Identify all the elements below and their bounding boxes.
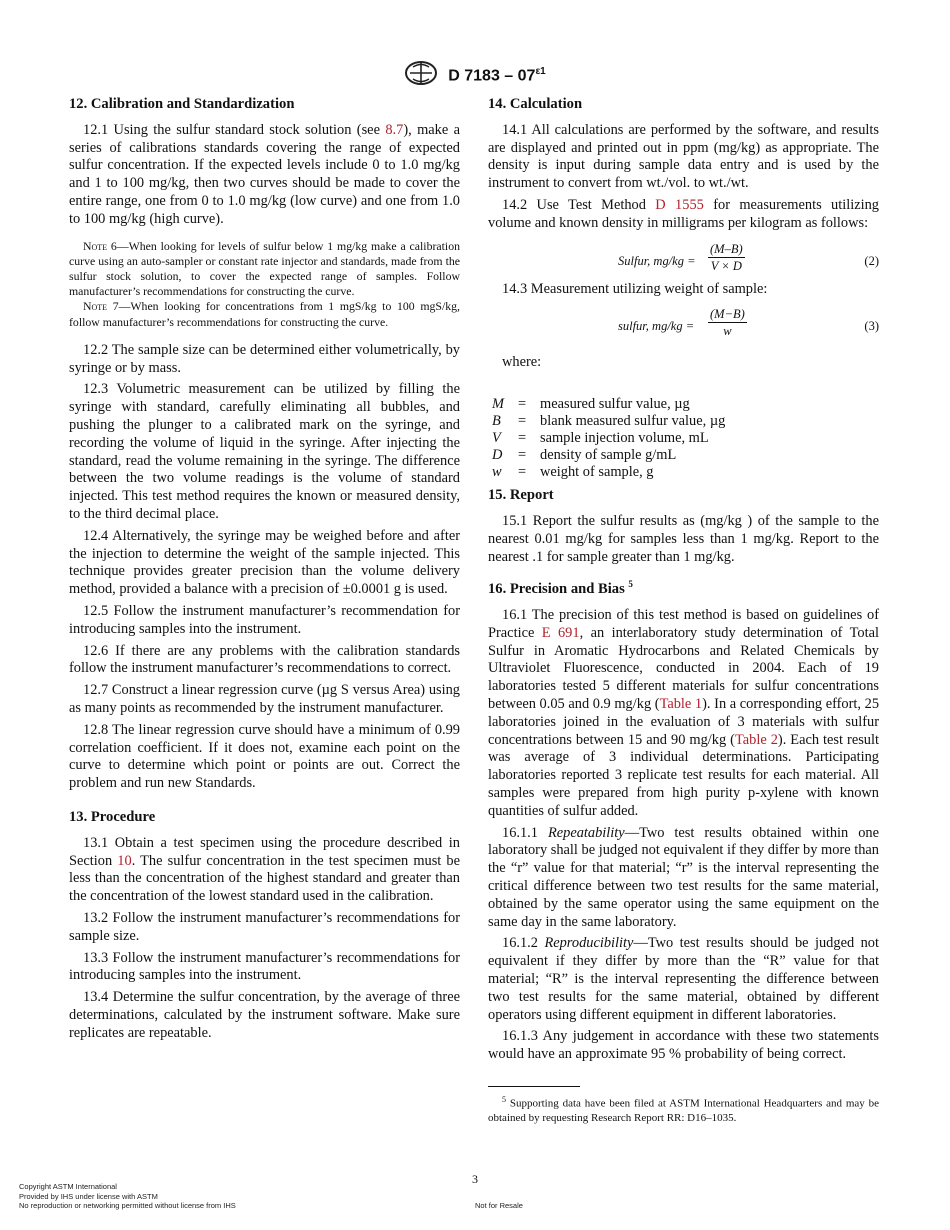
section-15-heading: 15. Report	[488, 487, 554, 504]
paragraph-14-1: 14.1 All calculations are performed by the software, and results are displayed and printed out in ppm (mg/kg) as appropriate. The density is input during sample data entry and is used by the instrument to convert from wt./vol. to wt./wt.	[488, 121, 879, 192]
paragraph-12-8: 12.8 The linear regression curve should have a minimum of 0.99 correlation coefficient. If it does not, examine each point on the curve to determine which point or points are out. Correct the problem and run new Standards.	[69, 721, 460, 792]
link-table-2[interactable]: Table 2	[734, 731, 778, 748]
link-8-7[interactable]: 8.7	[385, 121, 404, 138]
page-header	[0, 60, 950, 91]
section-13-heading: 13. Procedure	[69, 808, 156, 825]
paragraph-16-1-3: 16.1.3 Any judgement in accordance with these two statements would have an approximate 95 % probability of being correct.	[488, 1028, 879, 1063]
paragraph-16-1-2: 16.1.2 Reproducibility—Two test results should be judged not equivalent if they differ by more than the “R” value for that material; “R” is the interval representing the difference between two test results for the same material, obtained by different operators using different equipment in different laboratories.	[488, 935, 879, 1023]
paragraph-12-4: 12.4 Alternatively, the syringe may be weighed before and after the injection to determine the weight of the sample injected. This technique provides greater precision than the volume delivery method, provided a balance with a precision of ±0.0001 g is used.	[69, 527, 460, 598]
paragraph-13-2: 13.2 Follow the instrument manufacturer’s recommendations for sample size.	[69, 909, 460, 944]
section-12-heading: 12. Calibration and Standardization	[69, 96, 295, 112]
where-label: where:	[502, 354, 542, 371]
paragraph-13-4: 13.4 Determine the sulfur concentration, by the average of three determinations, calculated by the instrument software. Make sure replicates are repeatable.	[69, 989, 460, 1041]
paragraph-12-1: 12.1 Using the sulfur standard stock solution (see 8.7), make a series of calibrations standards covering the range of expected sulfur concentration. If the expected levels include 0 to 1.0 mg/kg and 1 to 100 mg/kg, then two curves should be made to cover the entire range, one from 0 to 1.0 mg/kg (low curve) and one from 1.0 to 100 mg/kg (high curve).	[69, 121, 461, 227]
footnote-divider	[488, 1086, 580, 1087]
link-table-1[interactable]: Table 1	[659, 696, 703, 712]
variable-row: w = weight of sample, g	[492, 464, 654, 481]
paragraph-16-1-1: 16.1.1 Repeatability—Two test results obtained within one laboratory shall be judged not equivalent if they differ by more than the “r” value for that material; “r” is the interval representing the critical difference between two test results for the same material, obtained by the same operator using the same equipment on the same day in the same laboratory.	[488, 824, 879, 930]
left-column	[69, 96, 460, 1046]
page-number: 3	[472, 1172, 478, 1186]
paragraph-12-5: 12.5 Follow the instrument manufacturer’s recommendation for introducing samples into the instrument.	[69, 602, 460, 637]
section-14-heading: 14. Calculation	[488, 96, 583, 112]
equation-2: Sulfur, mg/kg = $\frac{(M-B)}{V \times D}$ (2)	[618, 241, 879, 273]
astm-logo-icon	[404, 60, 438, 91]
document-designation: D $7183 - 07^{\varepsilon 1}$	[448, 65, 546, 85]
paragraph-14-2: 14.2 Use Test Method D 1555 for measurements utilizing volume and known density in milligrams per kilogram as follows:	[488, 196, 879, 231]
variable-row: B = blank measured sulfur value, µg	[492, 413, 726, 430]
variable-row: D = density of sample g/mL	[492, 447, 677, 464]
copyright-footer: Copyright ASTM International Provided by IHS under license with ASTM No reproduction or networking permitted without license from IHS	[19, 1182, 236, 1210]
paragraph-13-3: 13.3 Follow the instrument manufacturer’s recommendations for introducing samples into the instrument.	[69, 949, 460, 984]
variable-row: M = measured sulfur value, µg	[492, 396, 690, 413]
link-section-10[interactable]: 10	[117, 852, 132, 869]
paragraph-12-6: 12.6 If there are any problems with the calibration standards follow the instrument manufacturer’s recommendations to correct.	[69, 642, 460, 677]
right-column	[488, 96, 879, 1125]
paragraph-12-3: 12.3 Volumetric measurement can be utilized by filling the syringe with standard, carefully eliminating all bubbles, and pushing the plunger to a calibrated mark on the syringe, and recording the volume of liquid in the syringe. After injecting the standard, read the volume remaining in the syringe. The difference between the two volume readings is the volume of standard injected. This test method requires the known or measured density, to the third decimal place.	[69, 381, 460, 522]
footnote-5: $^5$ Supporting data have been filed at ASTM International Headquarters and may be obtained by requesting Research Report RR: D16–1035.	[488, 1094, 879, 1124]
equation-3: sulfur, mg/kg = $\frac{(M-B)}{w}$ (3)	[618, 307, 879, 339]
section-16-heading: 16. Precision and Bias $^5$	[488, 579, 633, 598]
paragraph-12-7: 12.7 Construct a linear regression curve (µg S versus Area) using as many points as recommended by the instrument manufacturer.	[69, 682, 460, 716]
variable-row: V = sample injection volume, mL	[492, 430, 709, 447]
link-d1555[interactable]: D 1555	[655, 196, 704, 213]
note-7: Note 7—When looking for concentrations from 1 mgS/kg to 100 mgS/kg, follow manufacturer’s recommendations for constructing the curve.	[69, 299, 460, 329]
variable-list	[488, 396, 879, 481]
not-for-resale: Not for Resale	[475, 1201, 523, 1210]
paragraph-14-3: 14.3 Measurement utilizing weight of sample:	[502, 280, 768, 297]
paragraph-13-1: 13.1 Obtain a test specimen using the procedure described in Section 10. The sulfur concentration in the test specimen must be less than the concentration of the highest standard and greater than the concentration of the lowest standard used in the calibration.	[69, 834, 461, 905]
paragraph-16-1: 16.1 The precision of this test method is based on guidelines of Practice E 691, an interlaboratory study determination of Total Sulfur in Aromatic Hydrocarbons and Related Chemicals by Ultraviolet Fluorescence, conducted in 2004. Each of 19 laboratories tested 5 different materials for sulfur concentrations between 0.05 and 0.9 mg/kg (Table 1). In a corresponding effort, 25 laboratories joined in the evaluation of 3 materials with sulfur concentrations between 15 and 90 mg/kg (Table 2). Each test result was average of 3 individual determinations. Participating laboratories reported 3 replicate test results for each material. All samples were prepared from high purity p-xylene with known quantities of sulfur added.	[488, 607, 880, 819]
paragraph-12-2: 12.2 The sample size can be determined either volumetrically, by syringe or by mass.	[69, 341, 460, 376]
link-e691[interactable]: E 691	[541, 624, 580, 641]
note-6: Note 6—When looking for levels of sulfur below 1 mg/kg make a calibration curve using an auto-sampler or constant rate injector and standards, made from the sulfur stock solution, to cover the expected range of samples. Follow manufacturer’s recommendations for constructing the curve.	[69, 238, 460, 299]
paragraph-15-1: 15.1 Report the sulfur results as (mg/kg ) of the sample to the nearest 0.01 mg/kg for samples less than 1 mg/kg. Report to the nearest .1 for sample greater than 1 mg/kg.	[488, 512, 879, 565]
